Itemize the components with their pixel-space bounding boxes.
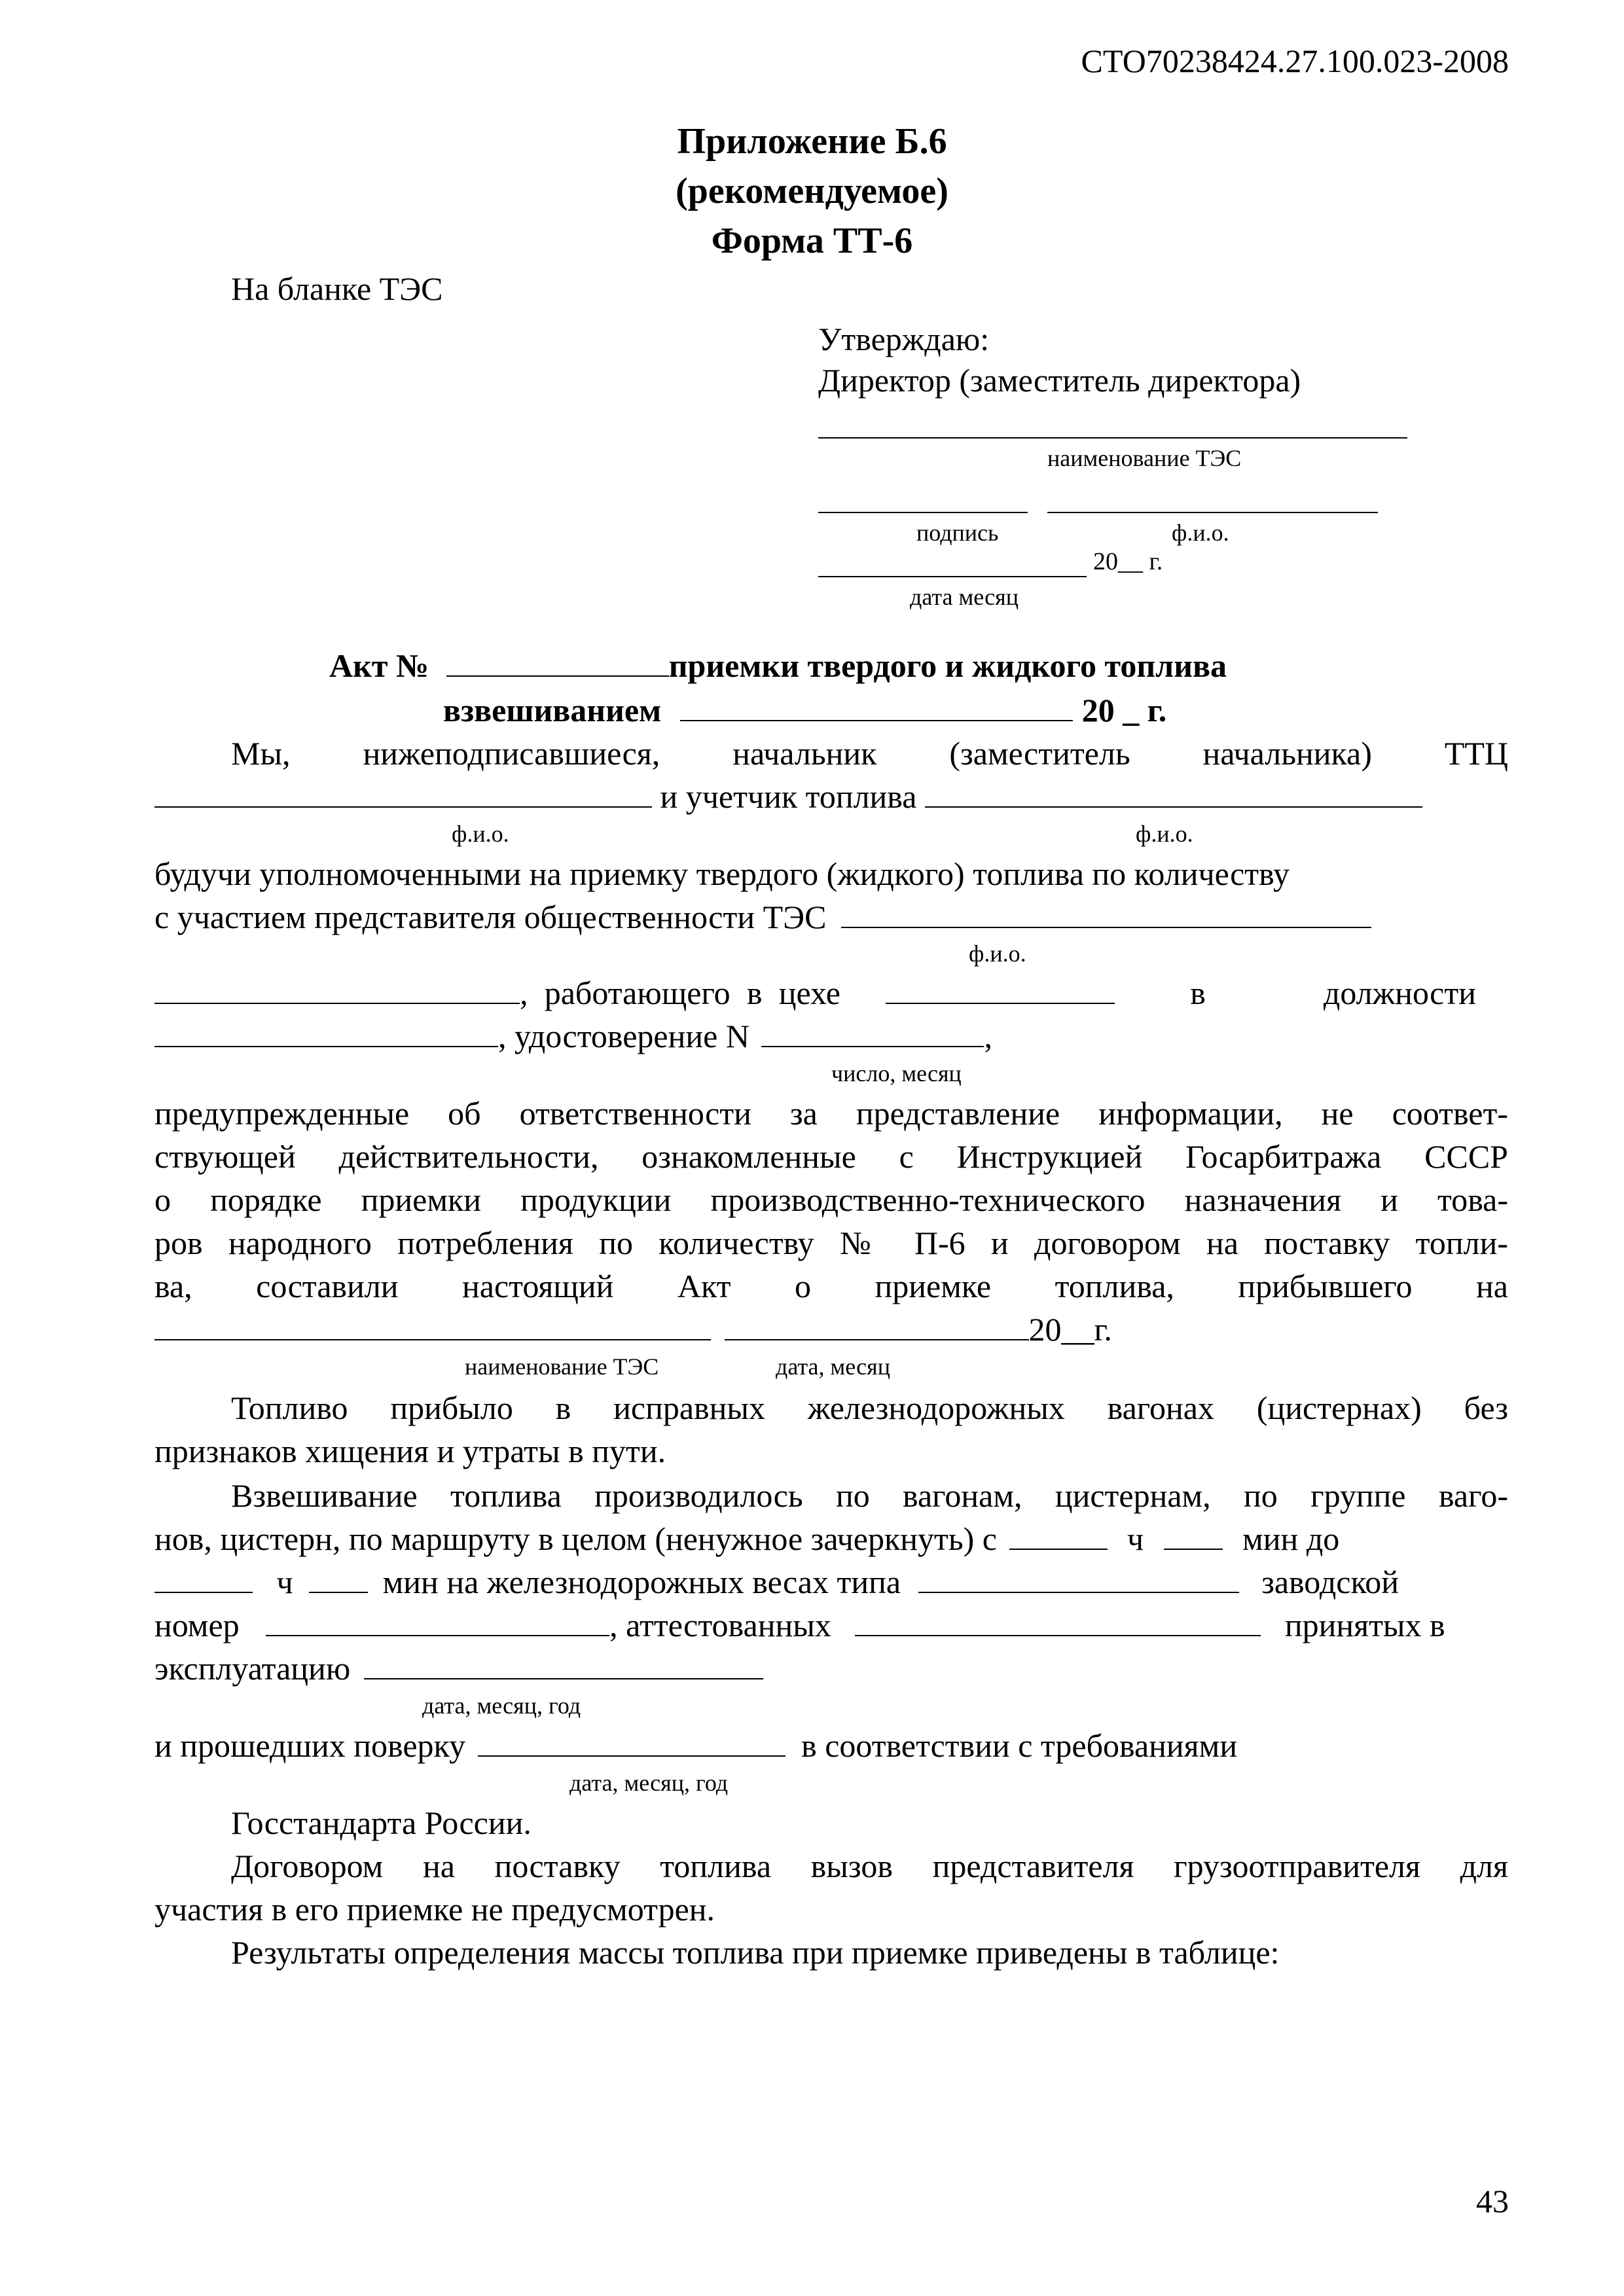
p3-line7: Госстандарта России. xyxy=(231,1804,532,1841)
caption-tes-name: наименование ТЭС xyxy=(465,1354,659,1380)
document-code: СТО70238424.27.100.023-2008 xyxy=(1081,43,1509,79)
act-weighing-label: взвешиванием xyxy=(443,692,662,728)
arrival-date-field xyxy=(725,1308,1029,1340)
p2-line1: Топливо прибыло в исправных железнодорожных вагонах (цистернах) без xyxy=(231,1390,1508,1426)
p3-line1: Взвешивание топлива производилось по вагонам, цистернам, по группе ваго- xyxy=(231,1477,1508,1514)
act-title-line1 xyxy=(329,644,1227,687)
date-line xyxy=(818,576,1087,577)
approve-label: Утверждаю: xyxy=(818,321,990,357)
position-label: в должности xyxy=(1190,975,1476,1011)
p1-line8: ствующей действительности, ознакомленные с Инструкцией Госарбитража СССР xyxy=(154,1138,1508,1175)
requirements-label: в соответствии с требованиями xyxy=(801,1727,1238,1764)
caption-fio-public-rep: ф.и.о. xyxy=(969,941,1026,967)
p4-line2: участия в его приемке не предусмотрен. xyxy=(154,1891,715,1928)
serial-number-field xyxy=(266,1604,609,1636)
certificate-number-field xyxy=(761,1014,984,1047)
page-number: 43 xyxy=(1476,2183,1509,2219)
caption-org-name: наименование ТЭС xyxy=(1047,445,1242,471)
form-title: Форма ТТ-6 xyxy=(711,221,913,261)
commissioning-label: эксплуатацию xyxy=(154,1650,351,1687)
p3-line6 xyxy=(154,1724,1508,1767)
accountant-label: и учетчик топлива xyxy=(660,778,917,815)
signature-line xyxy=(818,512,1028,513)
caption-signature: подпись xyxy=(916,520,999,546)
act-year: 20 _ г. xyxy=(1081,692,1167,728)
caption-date-month-year-2: дата, месяц, год xyxy=(569,1770,729,1796)
end-minute-field xyxy=(309,1560,368,1593)
p2-line2: признаков хищения и утраты в пути. xyxy=(154,1433,666,1469)
appendix-title: Приложение Б.6 xyxy=(677,121,947,162)
p3-line3 xyxy=(154,1560,1508,1604)
caption-fio-accountant: ф.и.о. xyxy=(1136,821,1193,847)
public-rep-label: с участием представителя общественности ТЭС xyxy=(154,899,827,935)
scales-type-label: мин на железнодорожных весах типа xyxy=(382,1564,901,1600)
public-rep-fio-field xyxy=(841,895,1371,928)
org-name-line xyxy=(818,437,1407,439)
blank-note: На бланке ТЭС xyxy=(231,270,443,307)
caption-fio-chief: ф.и.о. xyxy=(452,821,509,847)
p1-line12 xyxy=(154,1308,1508,1351)
p1-line2 xyxy=(154,775,1508,818)
p1-line9: о порядке приемки продукции производственно-технического назначения и това- xyxy=(154,1181,1508,1218)
accepted-label: принятых в xyxy=(1284,1607,1445,1643)
caption-date-month-2: дата, месяц xyxy=(776,1354,890,1380)
caption-number-month: число, месяц xyxy=(831,1060,962,1086)
p4-line1: Договором на поставку топлива вызов представителя грузоотправителя для xyxy=(231,1848,1508,1884)
caption-date-month: дата месяц xyxy=(910,584,1019,610)
commissioning-date-field xyxy=(364,1647,763,1679)
start-hour-field xyxy=(1009,1517,1108,1550)
position-field xyxy=(154,1014,498,1047)
scales-type-field xyxy=(918,1560,1239,1593)
act-date-field xyxy=(680,689,1073,721)
verification-label: и прошедших поверку xyxy=(154,1727,466,1764)
p3-line4 xyxy=(154,1604,1508,1647)
certificate-comma: , xyxy=(984,1018,992,1054)
act-number-field xyxy=(446,644,669,677)
works-in-shop-label: , работающего в цехе xyxy=(520,975,840,1011)
serial-number-label: номер xyxy=(154,1607,240,1643)
certified-by-field xyxy=(855,1604,1261,1636)
certificate-label: , удостоверение N xyxy=(498,1018,749,1054)
fio-line xyxy=(1047,512,1378,513)
hour-label-2: ч xyxy=(276,1564,293,1600)
p5-line1: Результаты определения массы топлива при приемке приведены в таблице: xyxy=(231,1934,1280,1971)
caption-fio: ф.и.о. xyxy=(1172,520,1229,546)
certified-label: , аттестованных xyxy=(609,1607,831,1643)
p3-line2 xyxy=(154,1517,1508,1560)
weighing-route-label: нов, цистерн, по маршруту в целом (ненужное зачеркнуть) с xyxy=(154,1520,997,1557)
act-title-line2 xyxy=(443,689,1166,732)
start-minute-field xyxy=(1164,1517,1223,1550)
hour-label-1: ч xyxy=(1127,1520,1144,1557)
p1-line10: ров народного потребления по количеству № П-6 и договором на поставку топли- xyxy=(154,1225,1508,1261)
accountant-fio-field xyxy=(925,775,1422,808)
minute-to-label: мин до xyxy=(1242,1520,1340,1557)
arrival-tes-field xyxy=(154,1308,711,1340)
date-year: 20__ г. xyxy=(1093,548,1163,575)
end-hour-field xyxy=(154,1560,253,1593)
act-title-text: приемки твердого и жидкого топлива xyxy=(668,647,1227,684)
act-number-label: Акт № xyxy=(329,647,429,684)
shop-field xyxy=(886,971,1115,1004)
caption-date-month-year-1: дата, месяц, год xyxy=(422,1693,581,1719)
verification-date-field xyxy=(478,1724,785,1757)
appendix-note: (рекомендуемое) xyxy=(676,171,948,211)
p1-line7: предупрежденные об ответственности за представление информации, не соответ- xyxy=(154,1095,1508,1132)
chief-fio-field xyxy=(154,775,652,808)
workplace-field xyxy=(154,971,520,1004)
arrival-year: 20__г. xyxy=(1028,1311,1112,1348)
factory-label: заводской xyxy=(1261,1564,1399,1600)
p1-line6 xyxy=(154,1014,1508,1058)
director-label: Директор (заместитель директора) xyxy=(818,362,1301,399)
p1-line1: Мы, нижеподписавшиеся, начальник (заместитель начальника) ТТЦ xyxy=(231,735,1508,772)
p1-line4 xyxy=(154,895,1508,939)
p1-line5 xyxy=(154,971,1508,1014)
p1-line3: будучи уполномоченными на приемку твердого (жидкого) топлива по количеству xyxy=(154,855,1290,892)
p3-line5 xyxy=(154,1647,1508,1690)
p1-line11: ва, составили настоящий Акт о приемке топлива, прибывшего на xyxy=(154,1268,1508,1304)
